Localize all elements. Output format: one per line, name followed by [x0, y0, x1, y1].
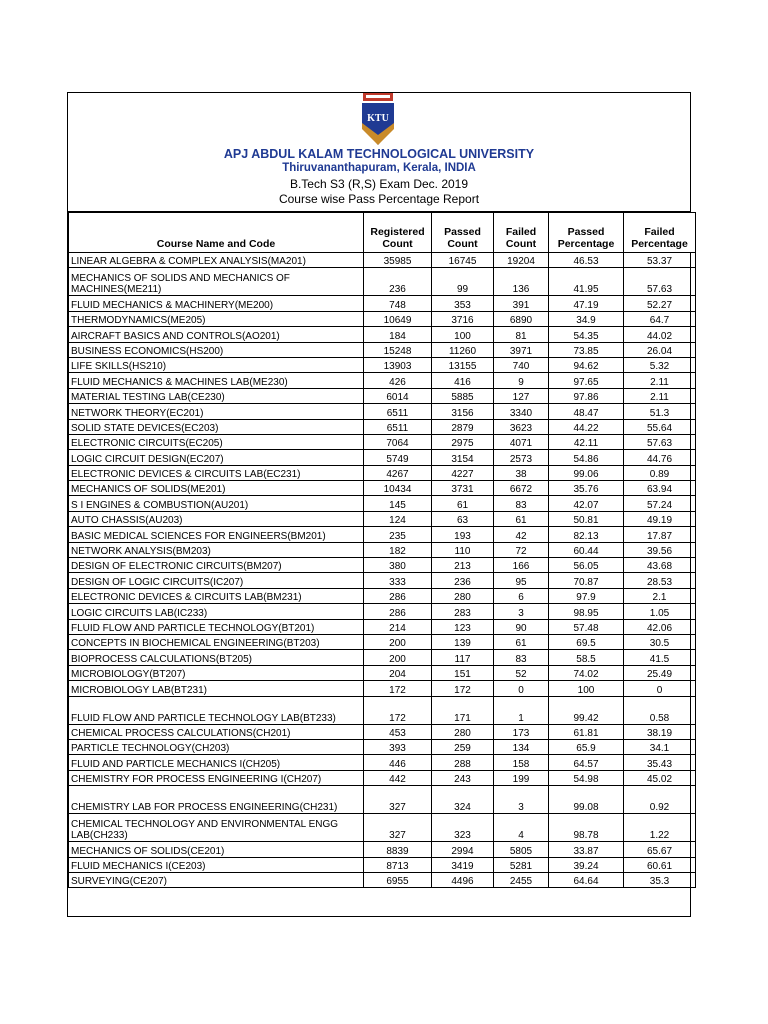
passed-count-cell: 324	[432, 786, 494, 814]
table-row	[69, 527, 696, 542]
table-row	[69, 511, 696, 526]
passed-percentage-cell: 61.81	[549, 724, 624, 739]
col-passed-pct: Passed Percentage	[549, 213, 624, 253]
failed-count-cell: 3623	[494, 419, 549, 434]
failed-count-cell: 6890	[494, 311, 549, 326]
passed-percentage-cell: 56.05	[549, 558, 624, 573]
failed-count-cell: 81	[494, 327, 549, 342]
passed-percentage-cell: 100	[549, 681, 624, 696]
course-name-cell: LIFE SKILLS(HS210)	[69, 357, 364, 372]
failed-percentage-cell: 28.53	[624, 573, 696, 588]
course-name-cell: ELECTRONIC CIRCUITS(EC205)	[69, 434, 364, 449]
passed-percentage-cell: 35.76	[549, 481, 624, 496]
course-name-cell: MATERIAL TESTING LAB(CE230)	[69, 388, 364, 403]
col-course-name: Course Name and Code	[69, 213, 364, 253]
table-row	[69, 357, 696, 372]
passed-percentage-cell: 48.47	[549, 404, 624, 419]
passed-count-cell: 139	[432, 634, 494, 649]
failed-count-cell: 19204	[494, 253, 549, 268]
failed-percentage-cell: 65.67	[624, 842, 696, 857]
passed-count-cell: 151	[432, 665, 494, 680]
registered-count-cell: 286	[364, 588, 432, 603]
failed-count-cell: 3	[494, 786, 549, 814]
course-name-cell: CHEMISTRY FOR PROCESS ENGINEERING I(CH207)	[69, 770, 364, 785]
course-name-cell: PARTICLE TECHNOLOGY(CH203)	[69, 739, 364, 754]
table-row	[69, 342, 696, 357]
failed-percentage-cell: 30.5	[624, 634, 696, 649]
registered-count-cell: 7064	[364, 434, 432, 449]
passed-count-cell: 4227	[432, 465, 494, 480]
course-name-cell: NETWORK THEORY(EC201)	[69, 404, 364, 419]
passed-count-cell: 236	[432, 573, 494, 588]
registered-count-cell: 333	[364, 573, 432, 588]
passed-percentage-cell: 46.53	[549, 253, 624, 268]
failed-percentage-cell: 39.56	[624, 542, 696, 557]
course-name-cell: FLUID AND PARTICLE MECHANICS I(CH205)	[69, 755, 364, 770]
logo-text: KTU	[367, 113, 389, 124]
table-row	[69, 724, 696, 739]
failed-percentage-cell: 57.24	[624, 496, 696, 511]
course-name-cell: ELECTRONIC DEVICES & CIRCUITS LAB(EC231)	[69, 465, 364, 480]
course-name-cell: AIRCRAFT BASICS AND CONTROLS(AO201)	[69, 327, 364, 342]
passed-percentage-cell: 98.78	[549, 814, 624, 842]
report-sheet	[67, 92, 691, 917]
failed-count-cell: 166	[494, 558, 549, 573]
table-body	[69, 253, 696, 888]
passed-percentage-cell: 97.86	[549, 388, 624, 403]
registered-count-cell: 182	[364, 542, 432, 557]
registered-count-cell: 124	[364, 511, 432, 526]
course-name-cell: NETWORK ANALYSIS(BM203)	[69, 542, 364, 557]
registered-count-cell: 200	[364, 634, 432, 649]
table-row	[69, 542, 696, 557]
failed-count-cell: 1	[494, 696, 549, 724]
failed-percentage-cell: 2.11	[624, 388, 696, 403]
passed-percentage-cell: 97.65	[549, 373, 624, 388]
registered-count-cell: 446	[364, 755, 432, 770]
registered-count-cell: 380	[364, 558, 432, 573]
registered-count-cell: 35985	[364, 253, 432, 268]
failed-percentage-cell: 35.43	[624, 755, 696, 770]
passed-percentage-cell: 47.19	[549, 296, 624, 311]
failed-count-cell: 72	[494, 542, 549, 557]
table-row	[69, 404, 696, 419]
registered-count-cell: 748	[364, 296, 432, 311]
course-name-cell: ELECTRONIC DEVICES & CIRCUITS LAB(BM231)	[69, 588, 364, 603]
registered-count-cell: 200	[364, 650, 432, 665]
registered-count-cell: 453	[364, 724, 432, 739]
table-row	[69, 619, 696, 634]
table-row	[69, 739, 696, 754]
passed-percentage-cell: 54.35	[549, 327, 624, 342]
failed-percentage-cell: 52.27	[624, 296, 696, 311]
course-name-cell: DESIGN OF ELECTRONIC CIRCUITS(BM207)	[69, 558, 364, 573]
passed-count-cell: 259	[432, 739, 494, 754]
failed-count-cell: 6	[494, 588, 549, 603]
course-name-cell: MECHANICS OF SOLIDS(ME201)	[69, 481, 364, 496]
course-name-cell: FLUID MECHANICS & MACHINES LAB(ME230)	[69, 373, 364, 388]
failed-percentage-cell: 5.32	[624, 357, 696, 372]
passed-count-cell: 123	[432, 619, 494, 634]
passed-percentage-cell: 44.22	[549, 419, 624, 434]
registered-count-cell: 6955	[364, 872, 432, 887]
passed-count-cell: 3154	[432, 450, 494, 465]
passed-count-cell: 5885	[432, 388, 494, 403]
registered-count-cell: 286	[364, 604, 432, 619]
passed-percentage-cell: 69.5	[549, 634, 624, 649]
failed-count-cell: 0	[494, 681, 549, 696]
passed-count-cell: 280	[432, 724, 494, 739]
failed-count-cell: 4	[494, 814, 549, 842]
failed-count-cell: 9	[494, 373, 549, 388]
course-name-cell: MICROBIOLOGY LAB(BT231)	[69, 681, 364, 696]
passed-count-cell: 353	[432, 296, 494, 311]
failed-percentage-cell: 63.94	[624, 481, 696, 496]
failed-count-cell: 61	[494, 511, 549, 526]
table-row	[69, 558, 696, 573]
passed-percentage-cell: 70.87	[549, 573, 624, 588]
course-name-cell: LINEAR ALGEBRA & COMPLEX ANALYSIS(MA201)	[69, 253, 364, 268]
passed-percentage-cell: 33.87	[549, 842, 624, 857]
failed-percentage-cell: 2.1	[624, 588, 696, 603]
table-row	[69, 814, 696, 842]
failed-percentage-cell: 64.7	[624, 311, 696, 326]
failed-count-cell: 2573	[494, 450, 549, 465]
failed-percentage-cell: 42.06	[624, 619, 696, 634]
registered-count-cell: 5749	[364, 450, 432, 465]
registered-count-cell: 235	[364, 527, 432, 542]
failed-count-cell: 199	[494, 770, 549, 785]
registered-count-cell: 327	[364, 786, 432, 814]
table-row	[69, 419, 696, 434]
course-name-cell: BASIC MEDICAL SCIENCES FOR ENGINEERS(BM201)	[69, 527, 364, 542]
failed-percentage-cell: 0.92	[624, 786, 696, 814]
table-row	[69, 857, 696, 872]
passed-count-cell: 99	[432, 268, 494, 296]
table-row	[69, 268, 696, 296]
registered-count-cell: 426	[364, 373, 432, 388]
passed-percentage-cell: 64.64	[549, 872, 624, 887]
university-location: Thiruvananthapuram, Kerala, INDIA	[282, 162, 476, 174]
table-row	[69, 650, 696, 665]
report-header	[68, 93, 690, 212]
passed-count-cell: 11260	[432, 342, 494, 357]
passed-count-cell: 323	[432, 814, 494, 842]
failed-percentage-cell: 51.3	[624, 404, 696, 419]
failed-count-cell: 3340	[494, 404, 549, 419]
passed-count-cell: 100	[432, 327, 494, 342]
registered-count-cell: 10649	[364, 311, 432, 326]
passed-percentage-cell: 34.9	[549, 311, 624, 326]
registered-count-cell: 13903	[364, 357, 432, 372]
course-name-cell: CHEMISTRY LAB FOR PROCESS ENGINEERING(CH231)	[69, 786, 364, 814]
passed-percentage-cell: 65.9	[549, 739, 624, 754]
passed-percentage-cell: 82.13	[549, 527, 624, 542]
registered-count-cell: 10434	[364, 481, 432, 496]
course-name-cell: MECHANICS OF SOLIDS AND MECHANICS OF MACHINES(ME211)	[69, 268, 364, 296]
table-row	[69, 481, 696, 496]
course-name-cell: AUTO CHASSIS(AU203)	[69, 511, 364, 526]
course-name-cell: FLUID FLOW AND PARTICLE TECHNOLOGY(BT201)	[69, 619, 364, 634]
course-name-cell: BIOPROCESS CALCULATIONS(BT205)	[69, 650, 364, 665]
passed-percentage-cell: 60.44	[549, 542, 624, 557]
failed-percentage-cell: 0	[624, 681, 696, 696]
failed-count-cell: 42	[494, 527, 549, 542]
passed-count-cell: 4496	[432, 872, 494, 887]
passed-count-cell: 171	[432, 696, 494, 724]
failed-count-cell: 134	[494, 739, 549, 754]
course-name-cell: THERMODYNAMICS(ME205)	[69, 311, 364, 326]
passed-percentage-cell: 99.42	[549, 696, 624, 724]
table-row	[69, 665, 696, 680]
failed-percentage-cell: 44.02	[624, 327, 696, 342]
course-name-cell: S I ENGINES & COMBUSTION(AU201)	[69, 496, 364, 511]
failed-percentage-cell: 57.63	[624, 434, 696, 449]
passed-count-cell: 13155	[432, 357, 494, 372]
table-row	[69, 373, 696, 388]
table-row	[69, 573, 696, 588]
passed-count-cell: 2994	[432, 842, 494, 857]
failed-count-cell: 4071	[494, 434, 549, 449]
failed-percentage-cell: 57.63	[624, 268, 696, 296]
passed-count-cell: 61	[432, 496, 494, 511]
table-row	[69, 588, 696, 603]
registered-count-cell: 393	[364, 739, 432, 754]
registered-count-cell: 204	[364, 665, 432, 680]
failed-percentage-cell: 0.58	[624, 696, 696, 724]
failed-percentage-cell: 0.89	[624, 465, 696, 480]
failed-percentage-cell: 26.04	[624, 342, 696, 357]
course-name-cell: SURVEYING(CE207)	[69, 872, 364, 887]
course-name-cell: CHEMICAL TECHNOLOGY AND ENVIRONMENTAL ENGG LAB(CH233)	[69, 814, 364, 842]
failed-count-cell: 158	[494, 755, 549, 770]
passed-count-cell: 3419	[432, 857, 494, 872]
exam-title: B.Tech S3 (R,S) Exam Dec. 2019	[289, 177, 469, 191]
course-name-cell: FLUID MECHANICS & MACHINERY(ME200)	[69, 296, 364, 311]
failed-count-cell: 3971	[494, 342, 549, 357]
passed-percentage-cell: 73.85	[549, 342, 624, 357]
passed-percentage-cell: 64.57	[549, 755, 624, 770]
table-header-row	[69, 213, 696, 253]
failed-percentage-cell: 53.37	[624, 253, 696, 268]
failed-count-cell: 127	[494, 388, 549, 403]
passed-count-cell: 2879	[432, 419, 494, 434]
course-name-cell: BUSINESS ECONOMICS(HS200)	[69, 342, 364, 357]
table-row	[69, 296, 696, 311]
failed-percentage-cell: 60.61	[624, 857, 696, 872]
registered-count-cell: 6511	[364, 419, 432, 434]
table-row	[69, 311, 696, 326]
passed-percentage-cell: 98.95	[549, 604, 624, 619]
failed-percentage-cell: 2.11	[624, 373, 696, 388]
col-failed-pct: Failed Percentage	[624, 213, 696, 253]
passed-percentage-cell: 94.62	[549, 357, 624, 372]
failed-percentage-cell: 17.87	[624, 527, 696, 542]
university-logo	[360, 93, 396, 147]
failed-percentage-cell: 1.05	[624, 604, 696, 619]
failed-percentage-cell: 49.19	[624, 511, 696, 526]
table-row	[69, 604, 696, 619]
report-title: Course wise Pass Percentage Report	[278, 192, 480, 206]
passed-percentage-cell: 54.98	[549, 770, 624, 785]
course-name-cell: LOGIC CIRCUIT DESIGN(EC207)	[69, 450, 364, 465]
course-name-cell: FLUID FLOW AND PARTICLE TECHNOLOGY LAB(BT233)	[69, 696, 364, 724]
passed-percentage-cell: 39.24	[549, 857, 624, 872]
col-failed: Failed Count	[494, 213, 549, 253]
registered-count-cell: 4267	[364, 465, 432, 480]
failed-percentage-cell: 34.1	[624, 739, 696, 754]
passed-percentage-cell: 99.08	[549, 786, 624, 814]
failed-count-cell: 173	[494, 724, 549, 739]
passed-count-cell: 172	[432, 681, 494, 696]
registered-count-cell: 184	[364, 327, 432, 342]
table-row	[69, 842, 696, 857]
failed-percentage-cell: 25.49	[624, 665, 696, 680]
registered-count-cell: 172	[364, 681, 432, 696]
table-row	[69, 872, 696, 887]
table-row	[69, 465, 696, 480]
passed-count-cell: 283	[432, 604, 494, 619]
registered-count-cell: 8839	[364, 842, 432, 857]
registered-count-cell: 8713	[364, 857, 432, 872]
course-name-cell: LOGIC CIRCUITS LAB(IC233)	[69, 604, 364, 619]
table-row	[69, 434, 696, 449]
table-row	[69, 450, 696, 465]
course-name-cell: MECHANICS OF SOLIDS(CE201)	[69, 842, 364, 857]
failed-count-cell: 83	[494, 650, 549, 665]
failed-count-cell: 83	[494, 496, 549, 511]
failed-percentage-cell: 38.19	[624, 724, 696, 739]
registered-count-cell: 15248	[364, 342, 432, 357]
passed-percentage-cell: 42.11	[549, 434, 624, 449]
table-row	[69, 755, 696, 770]
registered-count-cell: 6014	[364, 388, 432, 403]
failed-percentage-cell: 1.22	[624, 814, 696, 842]
failed-count-cell: 3	[494, 604, 549, 619]
passed-percentage-cell: 42.07	[549, 496, 624, 511]
failed-count-cell: 52	[494, 665, 549, 680]
passed-percentage-cell: 50.81	[549, 511, 624, 526]
table-row	[69, 634, 696, 649]
passed-percentage-cell: 57.48	[549, 619, 624, 634]
registered-count-cell: 214	[364, 619, 432, 634]
passed-percentage-cell: 74.02	[549, 665, 624, 680]
failed-count-cell: 90	[494, 619, 549, 634]
failed-count-cell: 391	[494, 296, 549, 311]
registered-count-cell: 327	[364, 814, 432, 842]
course-name-cell: CONCEPTS IN BIOCHEMICAL ENGINEERING(BT203)	[69, 634, 364, 649]
passed-count-cell: 243	[432, 770, 494, 785]
failed-percentage-cell: 55.64	[624, 419, 696, 434]
passed-count-cell: 2975	[432, 434, 494, 449]
failed-count-cell: 61	[494, 634, 549, 649]
passed-count-cell: 3731	[432, 481, 494, 496]
failed-count-cell: 2455	[494, 872, 549, 887]
course-name-cell: DESIGN OF LOGIC CIRCUITS(IC207)	[69, 573, 364, 588]
col-registered: Registered Count	[364, 213, 432, 253]
passed-count-cell: 213	[432, 558, 494, 573]
passed-count-cell: 110	[432, 542, 494, 557]
course-name-cell: SOLID STATE DEVICES(EC203)	[69, 419, 364, 434]
table-row	[69, 388, 696, 403]
passed-count-cell: 3716	[432, 311, 494, 326]
passed-count-cell: 16745	[432, 253, 494, 268]
registered-count-cell: 6511	[364, 404, 432, 419]
table-row	[69, 496, 696, 511]
failed-percentage-cell: 41.5	[624, 650, 696, 665]
failed-count-cell: 95	[494, 573, 549, 588]
failed-count-cell: 136	[494, 268, 549, 296]
failed-count-cell: 5805	[494, 842, 549, 857]
passed-percentage-cell: 97.9	[549, 588, 624, 603]
course-name-cell: CHEMICAL PROCESS CALCULATIONS(CH201)	[69, 724, 364, 739]
failed-percentage-cell: 35.3	[624, 872, 696, 887]
table-row	[69, 681, 696, 696]
passed-count-cell: 416	[432, 373, 494, 388]
passed-count-cell: 63	[432, 511, 494, 526]
passed-percentage-cell: 99.06	[549, 465, 624, 480]
registered-count-cell: 145	[364, 496, 432, 511]
registered-count-cell: 442	[364, 770, 432, 785]
table-row	[69, 696, 696, 724]
passed-percentage-cell: 58.5	[549, 650, 624, 665]
registered-count-cell: 236	[364, 268, 432, 296]
passed-count-cell: 280	[432, 588, 494, 603]
course-name-cell: MICROBIOLOGY(BT207)	[69, 665, 364, 680]
failed-count-cell: 6672	[494, 481, 549, 496]
col-passed: Passed Count	[432, 213, 494, 253]
table-row	[69, 786, 696, 814]
results-table	[68, 212, 696, 888]
table-row	[69, 770, 696, 785]
passed-count-cell: 193	[432, 527, 494, 542]
failed-count-cell: 740	[494, 357, 549, 372]
failed-percentage-cell: 44.76	[624, 450, 696, 465]
registered-count-cell: 172	[364, 696, 432, 724]
passed-percentage-cell: 41.95	[549, 268, 624, 296]
failed-count-cell: 5281	[494, 857, 549, 872]
course-name-cell: FLUID MECHANICS I(CE203)	[69, 857, 364, 872]
table-row	[69, 327, 696, 342]
passed-count-cell: 288	[432, 755, 494, 770]
university-name: APJ ABDUL KALAM TECHNOLOGICAL UNIVERSITY	[223, 147, 535, 161]
passed-count-cell: 117	[432, 650, 494, 665]
passed-percentage-cell: 54.86	[549, 450, 624, 465]
failed-count-cell: 38	[494, 465, 549, 480]
table-row	[69, 253, 696, 268]
failed-percentage-cell: 45.02	[624, 770, 696, 785]
failed-percentage-cell: 43.68	[624, 558, 696, 573]
passed-count-cell: 3156	[432, 404, 494, 419]
